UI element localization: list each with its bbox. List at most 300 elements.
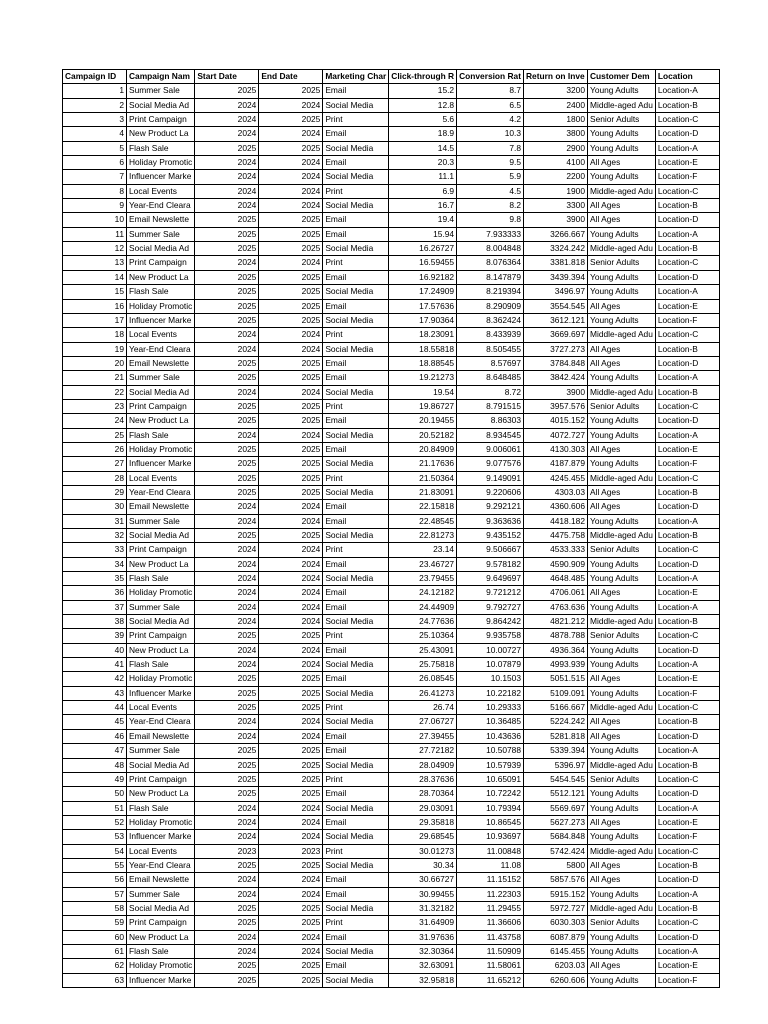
cell-conversion-rate[interactable]: 8.7 bbox=[457, 84, 524, 98]
cell-campaign-name[interactable]: Summer Sale bbox=[127, 371, 195, 385]
cell-return-on-investment[interactable]: 4100 bbox=[524, 156, 588, 170]
cell-start-date[interactable]: 2025 bbox=[195, 744, 259, 758]
cell-marketing-channel[interactable]: Print bbox=[323, 399, 389, 413]
cell-conversion-rate[interactable]: 8.72 bbox=[457, 385, 524, 399]
cell-campaign-name[interactable]: Social Media Ad bbox=[127, 98, 195, 112]
cell-customer-demographic[interactable]: Young Adults bbox=[588, 227, 656, 241]
cell-click-through-rate[interactable]: 26.41273 bbox=[389, 686, 457, 700]
cell-marketing-channel[interactable]: Email bbox=[323, 959, 389, 973]
cell-return-on-investment[interactable]: 5512.121 bbox=[524, 787, 588, 801]
cell-conversion-rate[interactable]: 9.864242 bbox=[457, 615, 524, 629]
cell-customer-demographic[interactable]: All Ages bbox=[588, 715, 656, 729]
cell-start-date[interactable]: 2025 bbox=[195, 84, 259, 98]
cell-campaign-id[interactable]: 15 bbox=[63, 285, 127, 299]
cell-end-date[interactable]: 2024 bbox=[259, 815, 323, 829]
cell-location[interactable]: Location-A bbox=[655, 944, 719, 958]
cell-marketing-channel[interactable]: Email bbox=[323, 227, 389, 241]
cell-customer-demographic[interactable]: Young Adults bbox=[588, 643, 656, 657]
cell-click-through-rate[interactable]: 25.10364 bbox=[389, 629, 457, 643]
cell-start-date[interactable]: 2025 bbox=[195, 772, 259, 786]
cell-return-on-investment[interactable]: 4878.788 bbox=[524, 629, 588, 643]
cell-campaign-id[interactable]: 39 bbox=[63, 629, 127, 643]
cell-marketing-channel[interactable]: Print bbox=[323, 113, 389, 127]
cell-start-date[interactable]: 2024 bbox=[195, 156, 259, 170]
cell-marketing-channel[interactable]: Social Media bbox=[323, 285, 389, 299]
cell-customer-demographic[interactable]: Middle-aged Adu bbox=[588, 901, 656, 915]
cell-end-date[interactable]: 2025 bbox=[259, 672, 323, 686]
cell-campaign-id[interactable]: 3 bbox=[63, 113, 127, 127]
cell-return-on-investment[interactable]: 5396.97 bbox=[524, 758, 588, 772]
cell-campaign-name[interactable]: Print Campaign bbox=[127, 772, 195, 786]
cell-location[interactable]: Location-D bbox=[655, 213, 719, 227]
cell-conversion-rate[interactable]: 11.58061 bbox=[457, 959, 524, 973]
cell-campaign-name[interactable]: Year-End Cleara bbox=[127, 342, 195, 356]
cell-campaign-name[interactable]: Year-End Cleara bbox=[127, 715, 195, 729]
cell-end-date[interactable]: 2024 bbox=[259, 643, 323, 657]
cell-campaign-id[interactable]: 22 bbox=[63, 385, 127, 399]
cell-location[interactable]: Location-F bbox=[655, 686, 719, 700]
cell-campaign-name[interactable]: Email Newslette bbox=[127, 356, 195, 370]
cell-conversion-rate[interactable]: 11.00848 bbox=[457, 844, 524, 858]
cell-customer-demographic[interactable]: All Ages bbox=[588, 213, 656, 227]
cell-campaign-id[interactable]: 37 bbox=[63, 600, 127, 614]
cell-click-through-rate[interactable]: 26.74 bbox=[389, 701, 457, 715]
cell-click-through-rate[interactable]: 29.35818 bbox=[389, 815, 457, 829]
cell-location[interactable]: Location-A bbox=[655, 572, 719, 586]
cell-marketing-channel[interactable]: Social Media bbox=[323, 901, 389, 915]
cell-campaign-name[interactable]: Influencer Marke bbox=[127, 686, 195, 700]
cell-conversion-rate[interactable]: 11.43758 bbox=[457, 930, 524, 944]
cell-end-date[interactable]: 2025 bbox=[259, 529, 323, 543]
cell-customer-demographic[interactable]: Young Adults bbox=[588, 127, 656, 141]
cell-location[interactable]: Location-D bbox=[655, 930, 719, 944]
cell-campaign-name[interactable]: Email Newslette bbox=[127, 729, 195, 743]
cell-click-through-rate[interactable]: 30.99455 bbox=[389, 887, 457, 901]
cell-campaign-id[interactable]: 14 bbox=[63, 270, 127, 284]
cell-end-date[interactable]: 2025 bbox=[259, 485, 323, 499]
cell-click-through-rate[interactable]: 30.34 bbox=[389, 858, 457, 872]
cell-campaign-id[interactable]: 28 bbox=[63, 471, 127, 485]
cell-return-on-investment[interactable]: 6087.879 bbox=[524, 930, 588, 944]
cell-click-through-rate[interactable]: 28.04909 bbox=[389, 758, 457, 772]
cell-end-date[interactable]: 2025 bbox=[259, 270, 323, 284]
cell-marketing-channel[interactable]: Print bbox=[323, 916, 389, 930]
cell-click-through-rate[interactable]: 23.14 bbox=[389, 543, 457, 557]
cell-end-date[interactable]: 2024 bbox=[259, 184, 323, 198]
cell-start-date[interactable]: 2025 bbox=[195, 270, 259, 284]
cell-conversion-rate[interactable]: 11.65212 bbox=[457, 973, 524, 987]
cell-return-on-investment[interactable]: 4130.303 bbox=[524, 442, 588, 456]
cell-end-date[interactable]: 2024 bbox=[259, 586, 323, 600]
cell-campaign-name[interactable]: New Product La bbox=[127, 414, 195, 428]
cell-customer-demographic[interactable]: Middle-aged Adu bbox=[588, 184, 656, 198]
cell-customer-demographic[interactable]: Young Adults bbox=[588, 572, 656, 586]
cell-click-through-rate[interactable]: 28.70364 bbox=[389, 787, 457, 801]
cell-campaign-name[interactable]: Social Media Ad bbox=[127, 615, 195, 629]
cell-click-through-rate[interactable]: 19.54 bbox=[389, 385, 457, 399]
cell-conversion-rate[interactable]: 6.5 bbox=[457, 98, 524, 112]
cell-return-on-investment[interactable]: 4763.636 bbox=[524, 600, 588, 614]
cell-location[interactable]: Location-E bbox=[655, 156, 719, 170]
cell-conversion-rate[interactable]: 8.147879 bbox=[457, 270, 524, 284]
cell-campaign-id[interactable]: 56 bbox=[63, 873, 127, 887]
cell-customer-demographic[interactable]: Senior Adults bbox=[588, 256, 656, 270]
cell-return-on-investment[interactable]: 5627.273 bbox=[524, 815, 588, 829]
cell-campaign-id[interactable]: 36 bbox=[63, 586, 127, 600]
cell-start-date[interactable]: 2024 bbox=[195, 199, 259, 213]
cell-customer-demographic[interactable]: Young Adults bbox=[588, 141, 656, 155]
cell-return-on-investment[interactable]: 6030.303 bbox=[524, 916, 588, 930]
cell-click-through-rate[interactable]: 20.84909 bbox=[389, 442, 457, 456]
cell-campaign-name[interactable]: New Product La bbox=[127, 930, 195, 944]
cell-location[interactable]: Location-C bbox=[655, 772, 719, 786]
cell-location[interactable]: Location-A bbox=[655, 658, 719, 672]
cell-conversion-rate[interactable]: 9.506667 bbox=[457, 543, 524, 557]
cell-marketing-channel[interactable]: Email bbox=[323, 744, 389, 758]
header-return-on-investment[interactable]: Return on Inve bbox=[524, 70, 588, 84]
cell-end-date[interactable]: 2025 bbox=[259, 772, 323, 786]
cell-marketing-channel[interactable]: Social Media bbox=[323, 428, 389, 442]
cell-campaign-id[interactable]: 26 bbox=[63, 442, 127, 456]
cell-click-through-rate[interactable]: 17.57636 bbox=[389, 299, 457, 313]
cell-campaign-name[interactable]: New Product La bbox=[127, 557, 195, 571]
cell-return-on-investment[interactable]: 6145.455 bbox=[524, 944, 588, 958]
cell-end-date[interactable]: 2024 bbox=[259, 729, 323, 743]
cell-campaign-id[interactable]: 4 bbox=[63, 127, 127, 141]
cell-marketing-channel[interactable]: Social Media bbox=[323, 485, 389, 499]
cell-end-date[interactable]: 2025 bbox=[259, 916, 323, 930]
cell-click-through-rate[interactable]: 16.59455 bbox=[389, 256, 457, 270]
cell-end-date[interactable]: 2025 bbox=[259, 858, 323, 872]
cell-marketing-channel[interactable]: Social Media bbox=[323, 385, 389, 399]
cell-campaign-name[interactable]: Holiday Promotic bbox=[127, 586, 195, 600]
cell-end-date[interactable]: 2025 bbox=[259, 686, 323, 700]
cell-campaign-id[interactable]: 47 bbox=[63, 744, 127, 758]
cell-return-on-investment[interactable]: 1800 bbox=[524, 113, 588, 127]
cell-customer-demographic[interactable]: All Ages bbox=[588, 729, 656, 743]
cell-campaign-id[interactable]: 29 bbox=[63, 485, 127, 499]
cell-return-on-investment[interactable]: 3324.242 bbox=[524, 242, 588, 256]
cell-marketing-channel[interactable]: Email bbox=[323, 600, 389, 614]
cell-marketing-channel[interactable]: Email bbox=[323, 930, 389, 944]
cell-end-date[interactable]: 2024 bbox=[259, 801, 323, 815]
cell-campaign-name[interactable]: Social Media Ad bbox=[127, 242, 195, 256]
cell-end-date[interactable]: 2024 bbox=[259, 256, 323, 270]
cell-campaign-id[interactable]: 20 bbox=[63, 356, 127, 370]
cell-campaign-name[interactable]: New Product La bbox=[127, 643, 195, 657]
cell-return-on-investment[interactable]: 3554.545 bbox=[524, 299, 588, 313]
cell-marketing-channel[interactable]: Email bbox=[323, 299, 389, 313]
cell-click-through-rate[interactable]: 20.3 bbox=[389, 156, 457, 170]
cell-return-on-investment[interactable]: 5742.424 bbox=[524, 844, 588, 858]
cell-end-date[interactable]: 2025 bbox=[259, 442, 323, 456]
cell-start-date[interactable]: 2025 bbox=[195, 485, 259, 499]
cell-conversion-rate[interactable]: 9.792727 bbox=[457, 600, 524, 614]
cell-conversion-rate[interactable]: 10.57939 bbox=[457, 758, 524, 772]
cell-conversion-rate[interactable]: 10.07879 bbox=[457, 658, 524, 672]
cell-start-date[interactable]: 2024 bbox=[195, 256, 259, 270]
cell-customer-demographic[interactable]: Middle-aged Adu bbox=[588, 758, 656, 772]
cell-end-date[interactable]: 2025 bbox=[259, 701, 323, 715]
cell-location[interactable]: Location-A bbox=[655, 887, 719, 901]
cell-start-date[interactable]: 2024 bbox=[195, 643, 259, 657]
cell-location[interactable]: Location-D bbox=[655, 500, 719, 514]
cell-conversion-rate[interactable]: 9.220606 bbox=[457, 485, 524, 499]
cell-marketing-channel[interactable]: Social Media bbox=[323, 572, 389, 586]
cell-conversion-rate[interactable]: 9.292121 bbox=[457, 500, 524, 514]
cell-campaign-name[interactable]: Influencer Marke bbox=[127, 457, 195, 471]
cell-click-through-rate[interactable]: 24.77636 bbox=[389, 615, 457, 629]
cell-campaign-id[interactable]: 45 bbox=[63, 715, 127, 729]
cell-end-date[interactable]: 2025 bbox=[259, 901, 323, 915]
cell-customer-demographic[interactable]: Middle-aged Adu bbox=[588, 529, 656, 543]
cell-customer-demographic[interactable]: Young Adults bbox=[588, 600, 656, 614]
cell-campaign-name[interactable]: Flash Sale bbox=[127, 944, 195, 958]
cell-location[interactable]: Location-E bbox=[655, 299, 719, 313]
cell-start-date[interactable]: 2024 bbox=[195, 615, 259, 629]
cell-location[interactable]: Location-F bbox=[655, 830, 719, 844]
cell-campaign-id[interactable]: 7 bbox=[63, 170, 127, 184]
cell-marketing-channel[interactable]: Print bbox=[323, 629, 389, 643]
cell-location[interactable]: Location-B bbox=[655, 615, 719, 629]
cell-start-date[interactable]: 2025 bbox=[195, 471, 259, 485]
cell-start-date[interactable]: 2025 bbox=[195, 356, 259, 370]
cell-return-on-investment[interactable]: 4360.606 bbox=[524, 500, 588, 514]
cell-customer-demographic[interactable]: All Ages bbox=[588, 959, 656, 973]
cell-conversion-rate[interactable]: 7.8 bbox=[457, 141, 524, 155]
cell-start-date[interactable]: 2024 bbox=[195, 887, 259, 901]
cell-click-through-rate[interactable]: 26.08545 bbox=[389, 672, 457, 686]
cell-return-on-investment[interactable]: 4533.333 bbox=[524, 543, 588, 557]
cell-return-on-investment[interactable]: 5166.667 bbox=[524, 701, 588, 715]
cell-conversion-rate[interactable]: 9.435152 bbox=[457, 529, 524, 543]
cell-start-date[interactable]: 2025 bbox=[195, 959, 259, 973]
cell-click-through-rate[interactable]: 31.97636 bbox=[389, 930, 457, 944]
cell-marketing-channel[interactable]: Social Media bbox=[323, 944, 389, 958]
cell-start-date[interactable]: 2024 bbox=[195, 328, 259, 342]
cell-return-on-investment[interactable]: 3957.576 bbox=[524, 399, 588, 413]
cell-return-on-investment[interactable]: 5972.727 bbox=[524, 901, 588, 915]
cell-location[interactable]: Location-E bbox=[655, 442, 719, 456]
cell-campaign-id[interactable]: 35 bbox=[63, 572, 127, 586]
cell-start-date[interactable]: 2025 bbox=[195, 242, 259, 256]
cell-customer-demographic[interactable]: Middle-aged Adu bbox=[588, 98, 656, 112]
cell-marketing-channel[interactable]: Email bbox=[323, 500, 389, 514]
cell-start-date[interactable]: 2024 bbox=[195, 428, 259, 442]
cell-campaign-name[interactable]: Year-End Cleara bbox=[127, 858, 195, 872]
cell-campaign-name[interactable]: Print Campaign bbox=[127, 256, 195, 270]
cell-end-date[interactable]: 2025 bbox=[259, 399, 323, 413]
cell-campaign-name[interactable]: Summer Sale bbox=[127, 227, 195, 241]
cell-campaign-name[interactable]: Holiday Promotic bbox=[127, 299, 195, 313]
cell-campaign-id[interactable]: 19 bbox=[63, 342, 127, 356]
cell-customer-demographic[interactable]: All Ages bbox=[588, 672, 656, 686]
cell-start-date[interactable]: 2024 bbox=[195, 944, 259, 958]
cell-location[interactable]: Location-A bbox=[655, 600, 719, 614]
cell-start-date[interactable]: 2025 bbox=[195, 371, 259, 385]
cell-click-through-rate[interactable]: 31.64909 bbox=[389, 916, 457, 930]
cell-click-through-rate[interactable]: 21.50364 bbox=[389, 471, 457, 485]
cell-click-through-rate[interactable]: 20.19455 bbox=[389, 414, 457, 428]
header-click-through-rate[interactable]: Click-through R bbox=[389, 70, 457, 84]
cell-end-date[interactable]: 2024 bbox=[259, 170, 323, 184]
cell-end-date[interactable]: 2024 bbox=[259, 715, 323, 729]
cell-marketing-channel[interactable]: Social Media bbox=[323, 830, 389, 844]
cell-click-through-rate[interactable]: 29.03091 bbox=[389, 801, 457, 815]
cell-campaign-name[interactable]: New Product La bbox=[127, 127, 195, 141]
cell-end-date[interactable]: 2024 bbox=[259, 944, 323, 958]
header-marketing-channel[interactable]: Marketing Char bbox=[323, 70, 389, 84]
cell-campaign-id[interactable]: 23 bbox=[63, 399, 127, 413]
cell-marketing-channel[interactable]: Email bbox=[323, 414, 389, 428]
cell-start-date[interactable]: 2024 bbox=[195, 830, 259, 844]
cell-conversion-rate[interactable]: 8.076364 bbox=[457, 256, 524, 270]
cell-conversion-rate[interactable]: 8.57697 bbox=[457, 356, 524, 370]
cell-campaign-name[interactable]: Print Campaign bbox=[127, 543, 195, 557]
cell-click-through-rate[interactable]: 32.63091 bbox=[389, 959, 457, 973]
cell-campaign-id[interactable]: 32 bbox=[63, 529, 127, 543]
cell-marketing-channel[interactable]: Email bbox=[323, 729, 389, 743]
cell-return-on-investment[interactable]: 2400 bbox=[524, 98, 588, 112]
cell-customer-demographic[interactable]: All Ages bbox=[588, 858, 656, 872]
cell-marketing-channel[interactable]: Email bbox=[323, 156, 389, 170]
cell-end-date[interactable]: 2024 bbox=[259, 557, 323, 571]
cell-campaign-name[interactable]: Social Media Ad bbox=[127, 758, 195, 772]
cell-customer-demographic[interactable]: Young Adults bbox=[588, 457, 656, 471]
cell-customer-demographic[interactable]: Young Adults bbox=[588, 170, 656, 184]
cell-campaign-id[interactable]: 60 bbox=[63, 930, 127, 944]
cell-campaign-name[interactable]: Summer Sale bbox=[127, 84, 195, 98]
cell-marketing-channel[interactable]: Social Media bbox=[323, 199, 389, 213]
cell-campaign-name[interactable]: Year-End Cleara bbox=[127, 199, 195, 213]
cell-campaign-name[interactable]: Summer Sale bbox=[127, 514, 195, 528]
cell-campaign-id[interactable]: 49 bbox=[63, 772, 127, 786]
cell-start-date[interactable]: 2025 bbox=[195, 227, 259, 241]
cell-campaign-name[interactable]: Email Newslette bbox=[127, 500, 195, 514]
cell-marketing-channel[interactable]: Email bbox=[323, 672, 389, 686]
cell-return-on-investment[interactable]: 5569.697 bbox=[524, 801, 588, 815]
cell-click-through-rate[interactable]: 27.72182 bbox=[389, 744, 457, 758]
cell-click-through-rate[interactable]: 21.17636 bbox=[389, 457, 457, 471]
cell-end-date[interactable]: 2024 bbox=[259, 830, 323, 844]
cell-conversion-rate[interactable]: 9.721212 bbox=[457, 586, 524, 600]
cell-click-through-rate[interactable]: 30.01273 bbox=[389, 844, 457, 858]
cell-start-date[interactable]: 2024 bbox=[195, 557, 259, 571]
cell-return-on-investment[interactable]: 5857.576 bbox=[524, 873, 588, 887]
cell-location[interactable]: Location-A bbox=[655, 744, 719, 758]
cell-customer-demographic[interactable]: All Ages bbox=[588, 485, 656, 499]
cell-marketing-channel[interactable]: Social Media bbox=[323, 342, 389, 356]
cell-return-on-investment[interactable]: 5915.152 bbox=[524, 887, 588, 901]
cell-location[interactable]: Location-B bbox=[655, 758, 719, 772]
cell-click-through-rate[interactable]: 18.9 bbox=[389, 127, 457, 141]
header-start-date[interactable]: Start Date bbox=[195, 70, 259, 84]
cell-end-date[interactable]: 2025 bbox=[259, 414, 323, 428]
cell-location[interactable]: Location-D bbox=[655, 414, 719, 428]
cell-location[interactable]: Location-A bbox=[655, 428, 719, 442]
cell-marketing-channel[interactable]: Email bbox=[323, 815, 389, 829]
cell-location[interactable]: Location-A bbox=[655, 801, 719, 815]
cell-end-date[interactable]: 2025 bbox=[259, 113, 323, 127]
cell-marketing-channel[interactable]: Email bbox=[323, 356, 389, 370]
cell-customer-demographic[interactable]: Middle-aged Adu bbox=[588, 385, 656, 399]
header-campaign-name[interactable]: Campaign Nam bbox=[127, 70, 195, 84]
cell-click-through-rate[interactable]: 32.30364 bbox=[389, 944, 457, 958]
cell-conversion-rate[interactable]: 8.648485 bbox=[457, 371, 524, 385]
cell-campaign-name[interactable]: Flash Sale bbox=[127, 428, 195, 442]
cell-click-through-rate[interactable]: 16.92182 bbox=[389, 270, 457, 284]
cell-conversion-rate[interactable]: 9.8 bbox=[457, 213, 524, 227]
cell-customer-demographic[interactable]: Senior Adults bbox=[588, 629, 656, 643]
cell-marketing-channel[interactable]: Print bbox=[323, 772, 389, 786]
cell-return-on-investment[interactable]: 5051.515 bbox=[524, 672, 588, 686]
cell-return-on-investment[interactable]: 3842.424 bbox=[524, 371, 588, 385]
cell-location[interactable]: Location-C bbox=[655, 844, 719, 858]
cell-location[interactable]: Location-E bbox=[655, 586, 719, 600]
cell-click-through-rate[interactable]: 19.86727 bbox=[389, 399, 457, 413]
cell-customer-demographic[interactable]: Young Adults bbox=[588, 830, 656, 844]
cell-campaign-id[interactable]: 12 bbox=[63, 242, 127, 256]
cell-campaign-id[interactable]: 52 bbox=[63, 815, 127, 829]
cell-end-date[interactable]: 2024 bbox=[259, 572, 323, 586]
cell-location[interactable]: Location-C bbox=[655, 701, 719, 715]
cell-return-on-investment[interactable]: 3900 bbox=[524, 385, 588, 399]
cell-location[interactable]: Location-D bbox=[655, 787, 719, 801]
cell-campaign-id[interactable]: 44 bbox=[63, 701, 127, 715]
cell-start-date[interactable]: 2024 bbox=[195, 500, 259, 514]
cell-click-through-rate[interactable]: 15.2 bbox=[389, 84, 457, 98]
cell-end-date[interactable]: 2024 bbox=[259, 428, 323, 442]
cell-campaign-name[interactable]: Local Events bbox=[127, 471, 195, 485]
cell-return-on-investment[interactable]: 3496.97 bbox=[524, 285, 588, 299]
cell-customer-demographic[interactable]: Young Adults bbox=[588, 270, 656, 284]
cell-campaign-id[interactable]: 43 bbox=[63, 686, 127, 700]
cell-location[interactable]: Location-D bbox=[655, 356, 719, 370]
cell-marketing-channel[interactable]: Print bbox=[323, 184, 389, 198]
cell-location[interactable]: Location-D bbox=[655, 270, 719, 284]
cell-return-on-investment[interactable]: 4245.455 bbox=[524, 471, 588, 485]
cell-conversion-rate[interactable]: 11.36606 bbox=[457, 916, 524, 930]
cell-campaign-id[interactable]: 50 bbox=[63, 787, 127, 801]
cell-campaign-id[interactable]: 57 bbox=[63, 887, 127, 901]
cell-click-through-rate[interactable]: 11.1 bbox=[389, 170, 457, 184]
cell-start-date[interactable]: 2025 bbox=[195, 213, 259, 227]
cell-location[interactable]: Location-C bbox=[655, 399, 719, 413]
cell-campaign-name[interactable]: Print Campaign bbox=[127, 399, 195, 413]
cell-return-on-investment[interactable]: 3727.273 bbox=[524, 342, 588, 356]
cell-conversion-rate[interactable]: 10.65091 bbox=[457, 772, 524, 786]
cell-click-through-rate[interactable]: 25.75818 bbox=[389, 658, 457, 672]
cell-click-through-rate[interactable]: 19.21273 bbox=[389, 371, 457, 385]
cell-customer-demographic[interactable]: All Ages bbox=[588, 815, 656, 829]
cell-return-on-investment[interactable]: 3200 bbox=[524, 84, 588, 98]
cell-location[interactable]: Location-B bbox=[655, 901, 719, 915]
cell-campaign-id[interactable]: 5 bbox=[63, 141, 127, 155]
cell-marketing-channel[interactable]: Email bbox=[323, 873, 389, 887]
cell-marketing-channel[interactable]: Social Media bbox=[323, 686, 389, 700]
cell-end-date[interactable]: 2024 bbox=[259, 156, 323, 170]
cell-marketing-channel[interactable]: Email bbox=[323, 127, 389, 141]
cell-conversion-rate[interactable]: 10.36485 bbox=[457, 715, 524, 729]
cell-customer-demographic[interactable]: Young Adults bbox=[588, 414, 656, 428]
cell-start-date[interactable]: 2024 bbox=[195, 600, 259, 614]
cell-conversion-rate[interactable]: 11.08 bbox=[457, 858, 524, 872]
cell-marketing-channel[interactable]: Social Media bbox=[323, 801, 389, 815]
cell-customer-demographic[interactable]: Young Adults bbox=[588, 944, 656, 958]
cell-end-date[interactable]: 2025 bbox=[259, 299, 323, 313]
cell-end-date[interactable]: 2024 bbox=[259, 328, 323, 342]
cell-marketing-channel[interactable]: Print bbox=[323, 701, 389, 715]
